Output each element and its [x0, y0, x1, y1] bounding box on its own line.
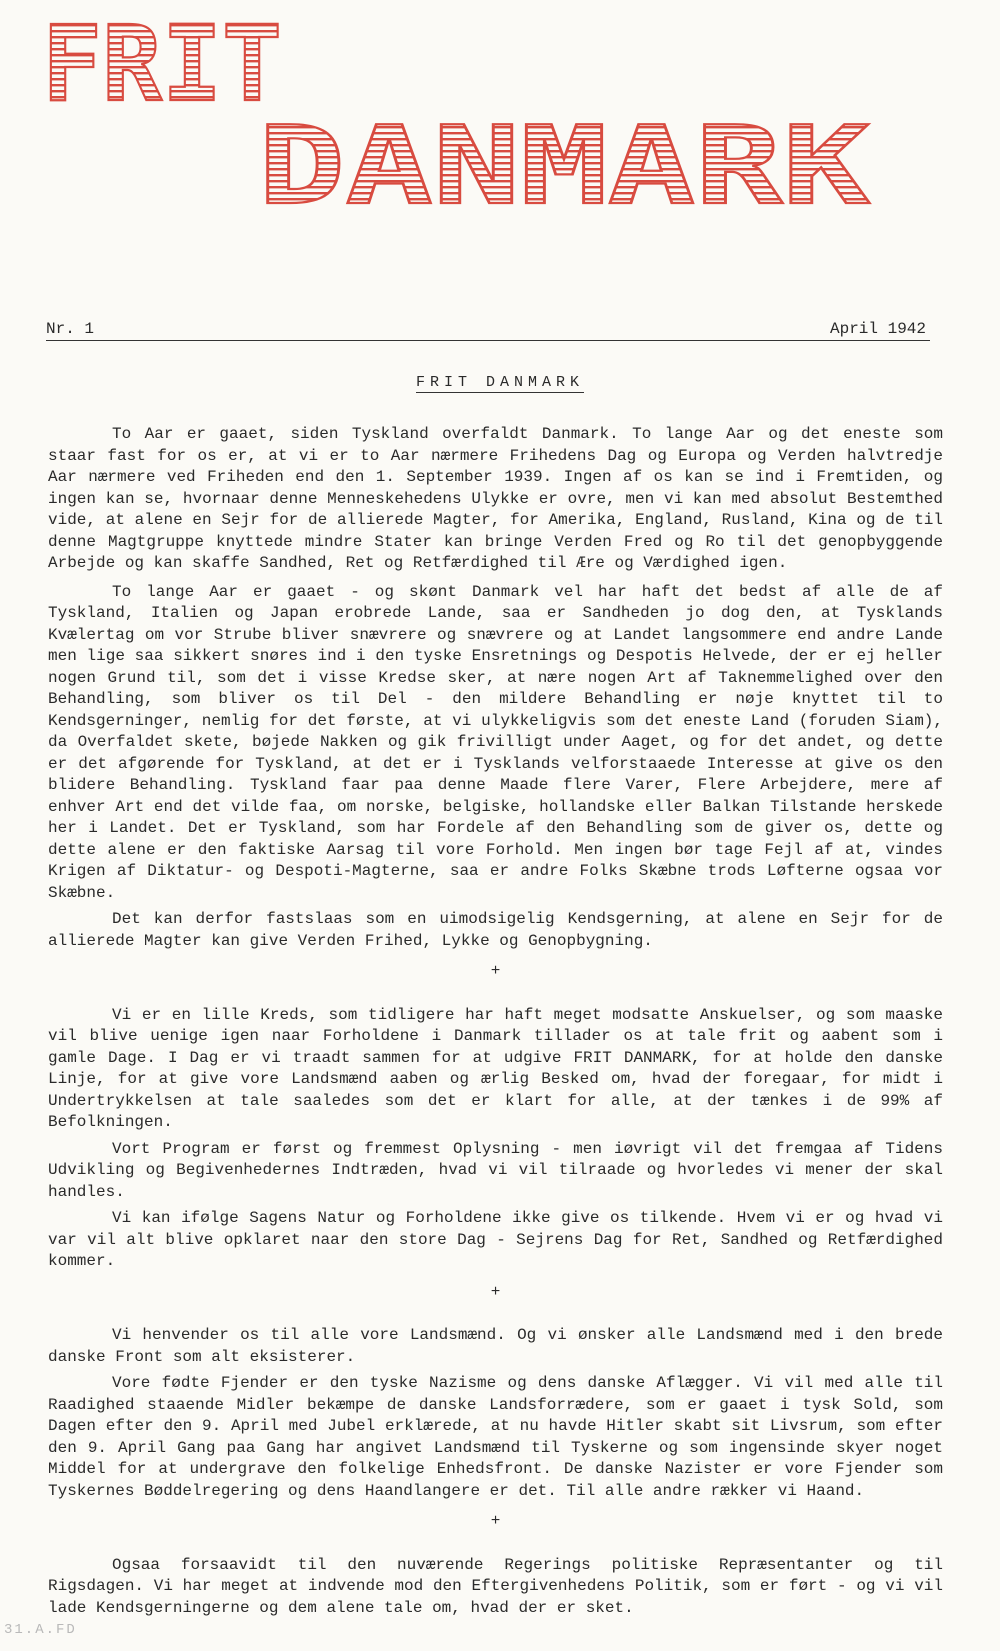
paragraph: Vore fødte Fjender er den tyske Nazisme og dens danske Aflægger. Vi vil med alle til Raadighed staaende Midler bekæmpe de danske Landsforrædere, som er gaaet i tysk Sold, som Dagen efter den 9. April med Jubel erklærede, at nu havde Hitler skabt sit Livsrum, som efter den 9. April Gang paa Gang har angivet Landsmænd til Tyskerne og som ingensinde skyer noget Middel for at undergrave den folkelige Enhedsfront. De danske Nazister er vore Fjender som Tyskernes Bøddelregering og dens Haandlangere er det. Til alle andre rækker vi Haand. [48, 1374, 943, 1500]
masthead-line-2: DANMARK [258, 104, 870, 229]
issue-number: Nr. 1 [46, 320, 95, 338]
masthead-logo [0, 0, 1000, 230]
paragraph: To lange Aar er gaaet - og skønt Danmark vel har haft det bedst af alle de af Tyskland, Italien og Japan erobrede Lande, saa er Sandheden jo dog den, at Tysklands Kvælertag om vor Strube bliver snævrere og snævrere og at Landet langsommere end andre Lande men lige saa sikkert snøres ind i den tyske Ensretnings og Despotis Helvede, der er ej heller nogen Grund til, som det i visse Kredse sker, at nære nogen Art af Taknemmelighed over den Behandling, som bliver os til Del - den mildere Behandling er nøje knyttet til to Kendsgerninger, nemlig for det første, at vi ulykkeligvis som det eneste Land (foruden Siam), da Overfaldet skete, bøjede Nakken og gik frivilligt under Aaget, og for det andet, og dette er det afgørende for Tyskland, at det er i Tysklands velforstaaede Interesse at give os den blidere Behandling. Tyskland faar paa denne Maade flere Varer, Flere Arbejdere, mere af enhver Art end det vilde faa, om norske, belgiske, hollandske eller Balkan Tilstande herskede her i Landet. Det er Tyskland, som har Fordele af den Behandling som de giver os, dette og dette alene er den faktiske Aarsag til vore Forhold. Men ingen bør tage Fejl af at, vindes Krigen af Diktatur- og Despoti-Magterne, saa er andre Folks Skæbne trods Løfterne ogsaa vor Skæbne. [48, 582, 943, 902]
section-separator: + [490, 1512, 501, 1530]
paragraph: Vi kan ifølge Sagens Natur og Forholdene ikke give os tilkende. Hvem vi er og hvad vi var vil alt blive opklaret naar den store Dag - Sejrens Dag for Ret, Sandhed og Retfærdighed kommer. [48, 1209, 943, 1270]
section-separator: + [490, 1282, 501, 1301]
archive-stamp: 31.A.FD [4, 1622, 77, 1638]
section-separator: + [490, 962, 501, 980]
masthead [0, 0, 1000, 230]
article-heading [0, 374, 1000, 391]
paragraph: To Aar er gaaet, siden Tyskland overfaldt Danmark. To lange Aar og det eneste som staar fast for os er, at vi er to Aar nærmere Frihedens Dag og Europa og Verden halvtredje Aar nærmere ved Friheden end den 1. September 1939. Ingen af os kan se ind i Fremtiden, og ingen kan se, hvornaar denne Menneskehedens Ulykke er ovre, men vi kan med absolut Bestemthed vide, at alene en Sejr for de allierede Magter, for Amerika, England, Rusland, Kina og de til denne Magtgruppe knyttede mindre Stater kan bringe Verden Fred og Ro til det genopbyggende Arbejde og kan skaffe Sandhed, Ret og Retfærdighed til Ære og Værdighed igen. [48, 425, 943, 572]
article-body [48, 424, 943, 1626]
issue-line [46, 318, 930, 341]
article-heading-text: FRIT DANMARK [415, 374, 585, 391]
paragraph: Vi er en lille Kreds, som tidligere har haft meget modsatte Anskuelser, og som maaske vil blive uenige igen naar Forholdene i Danmark tillader os at tale frit og aabent som i gamle Dage. I Dag er vi traadt sammen for at udgive FRIT DANMARK, for at holde den danske Linje, for at give vore Landsmænd aaben og ærlig Besked om, hvad der foregaar, for midt i Undertrykkelsen at tale saaledes som det er klart for alle, at der tænkes i de 99% af Befolkningen. [48, 1005, 943, 1131]
paragraph: Vi henvender os til alle vore Landsmænd. Og vi ønsker alle Landsmænd med i den brede danske Front som alt eksisterer. [48, 1326, 943, 1366]
paragraph: Vort Program er først og fremmest Oplysning - men iøvrigt vil det fremgaa af Tidens Udvikling og Begivenhedernes Indtræden, hvad vi vil tilraade og hvorledes vi mener der skal handles. [48, 1139, 943, 1201]
paragraph: Ogsaa forsaavidt til den nuværende Regerings politiske Repræsentanter og til Rigsdagen. Vi har meget at indvende mod den Eftergivenhedens Politik, som er ført - og vi vil lade Kendsgerningerne og dem alene tale om, hvad der er sket. [48, 1555, 943, 1617]
masthead-line-1: FRIT [42, 3, 282, 125]
issue-date: April 1942 [829, 320, 926, 338]
paragraph: Det kan derfor fastslaas som en uimodsigelig Kendsgerning, at alene en Sejr for de allierede Magter kan give Verden Frihed, Lykke og Genopbygning. [48, 910, 943, 950]
